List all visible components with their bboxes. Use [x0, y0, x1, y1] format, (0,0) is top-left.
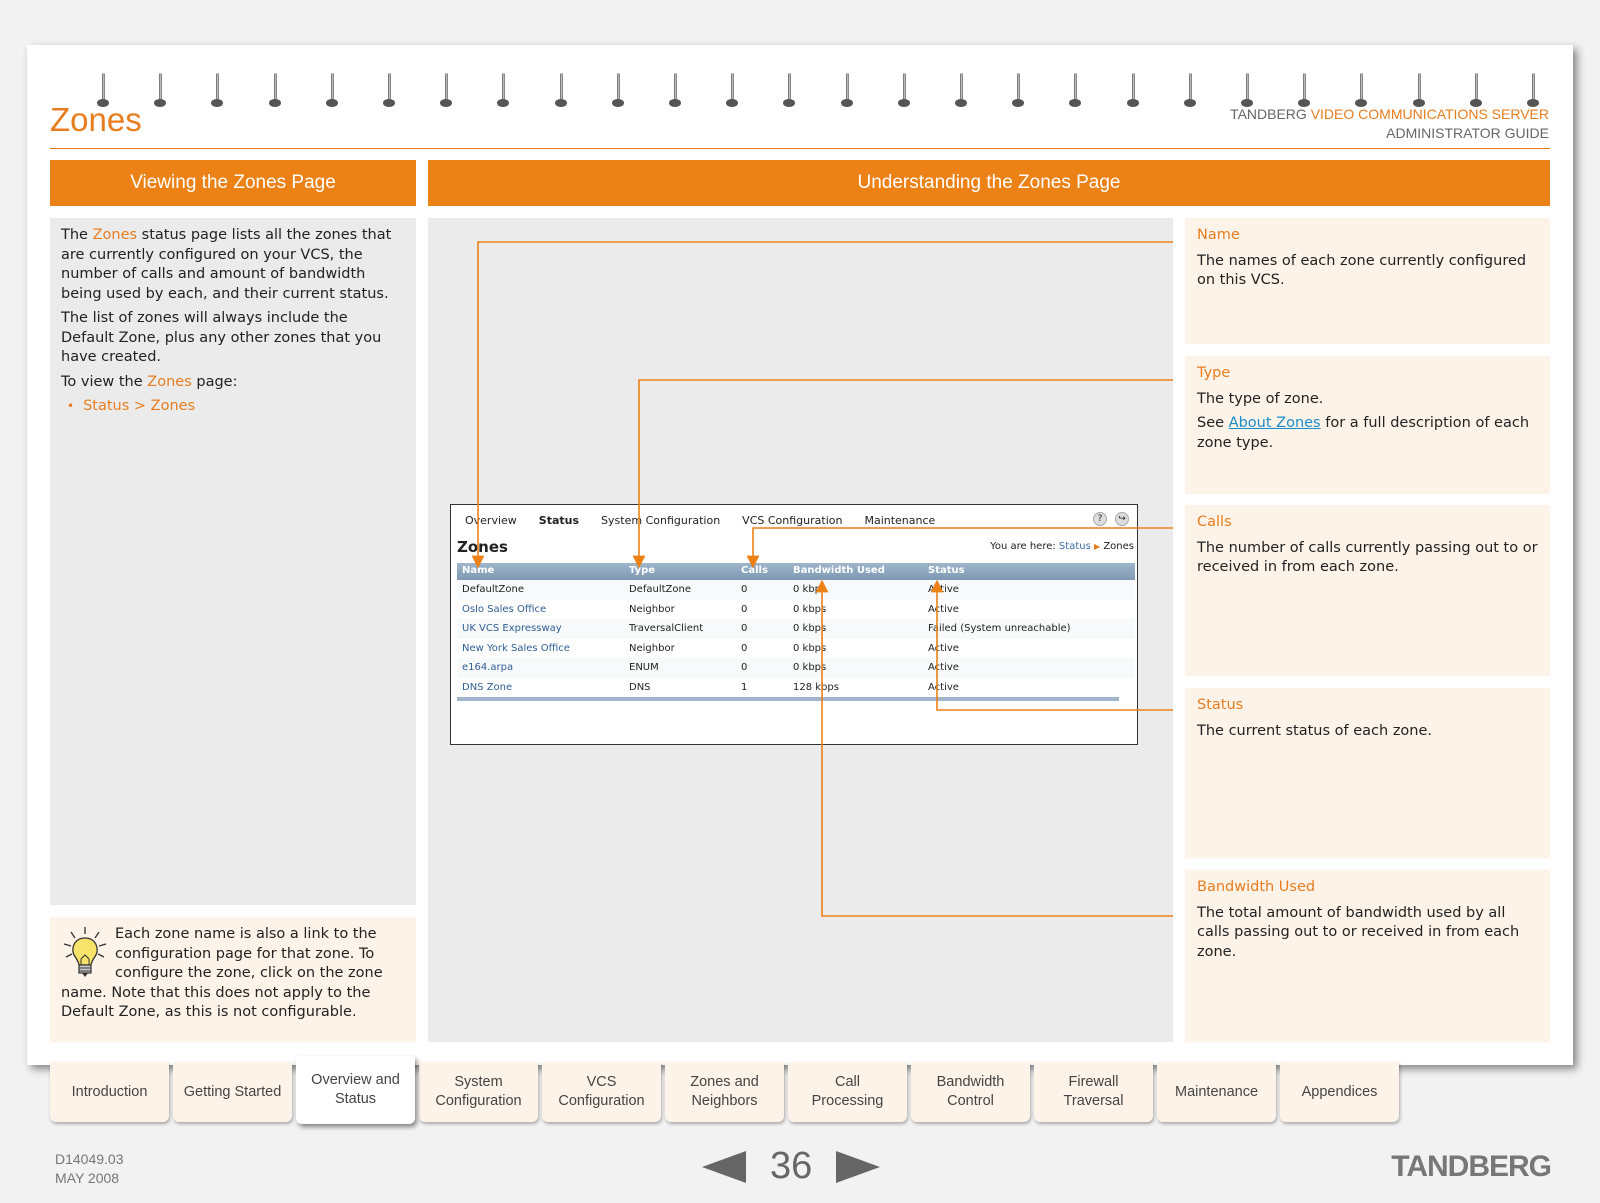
- screenshot-nav-item[interactable]: VCS Configuration: [742, 514, 843, 527]
- tab-vcs[interactable]: [542, 1062, 661, 1122]
- tab-label-line: Call: [835, 1074, 860, 1090]
- logout-icon[interactable]: ↪: [1115, 512, 1129, 526]
- tab-system[interactable]: [419, 1062, 538, 1122]
- screenshot-nav-item[interactable]: Overview: [465, 514, 517, 527]
- binder-ring: [726, 73, 740, 113]
- tab-label-line: Traversal: [1063, 1093, 1124, 1109]
- binder-ring: [1184, 73, 1198, 113]
- binder-ring: [612, 73, 626, 113]
- desc-status-heading: Status: [1197, 697, 1244, 713]
- tab-label-line: Firewall: [1068, 1074, 1119, 1090]
- table-cell: DefaultZone: [629, 584, 691, 595]
- tab-maintenance[interactable]: [1157, 1062, 1276, 1122]
- crumb-arrow-icon: ▶: [1093, 542, 1101, 551]
- tab-label: [435, 1073, 521, 1111]
- intro-paragraph: The Zones status page lists all the zones that are currently configured on your VCS, the number of calls and amount of bandwidth being used by each, and their current status.: [61, 227, 392, 302]
- tab-label-line: Bandwidth: [936, 1074, 1005, 1090]
- table-cell: 0 kbps: [793, 662, 827, 673]
- tab-label: [558, 1073, 644, 1111]
- tab-label: [311, 1071, 400, 1109]
- binder-ring: [269, 73, 283, 113]
- crumb-status[interactable]: Status: [1058, 541, 1091, 552]
- table-row: [457, 658, 1135, 678]
- zones-link[interactable]: Zones: [92, 227, 138, 243]
- previous-page-arrow-icon[interactable]: [702, 1151, 746, 1183]
- next-page-arrow-icon[interactable]: [836, 1151, 880, 1183]
- lightbulb-icon: [61, 925, 109, 981]
- zone-name-cell: DefaultZone: [462, 584, 524, 595]
- tab-label: [184, 1083, 282, 1102]
- tab-label-line: Overview and: [311, 1072, 400, 1088]
- desc-status-text: The current status of each zone.: [1197, 722, 1433, 739]
- desc-name-text: The names of each zone currently configured on this VCS.: [1197, 252, 1527, 288]
- tab-label: [1302, 1083, 1378, 1102]
- screenshot-nav-item[interactable]: System Configuration: [601, 514, 721, 527]
- binder-ring: [326, 73, 340, 113]
- table-cell: 0: [741, 642, 748, 654]
- zone-name-cell[interactable]: e164.arpa: [462, 662, 514, 673]
- document-id: D14049.03 MAY 2008: [55, 1151, 124, 1186]
- table-cell: Active: [928, 603, 959, 615]
- view-instruction: To view the Zones page:: [61, 373, 238, 390]
- left-panel: [50, 218, 416, 905]
- table-cell: Active: [928, 681, 959, 693]
- about-zones-link[interactable]: About Zones: [1228, 415, 1321, 431]
- tab-label: [937, 1073, 1005, 1111]
- table-cell: 0 kbps: [793, 642, 827, 654]
- desc-bandwidth-text: The total amount of bandwidth used by all calls passing out to or received in from each zone.: [1197, 904, 1520, 960]
- binder-ring: [1012, 73, 1026, 113]
- table-row: [457, 639, 1135, 659]
- binder-ring: [555, 73, 569, 113]
- tab-label-line: Configuration: [558, 1093, 645, 1109]
- desc-status: [1185, 688, 1550, 858]
- brand-highlight: VIDEO COMMUNICATIONS SERVER: [1310, 106, 1549, 122]
- binder-ring: [669, 73, 683, 113]
- table-footer-rule: [457, 697, 1119, 701]
- table-cell: Failed (System unreachable): [928, 623, 1071, 634]
- table-cell: 0 kbps: [793, 623, 827, 634]
- tab-label-line: System: [454, 1074, 503, 1090]
- section-bar-understanding: Understanding the Zones Page: [428, 160, 1550, 206]
- tandberg-logo: TANDBERG: [1391, 1150, 1551, 1183]
- table-row: [457, 580, 1135, 600]
- screenshot-breadcrumb: You are here: Status ▶ Zones: [990, 541, 1134, 552]
- screenshot-nav-item[interactable]: Maintenance: [864, 514, 936, 527]
- tab-label: [72, 1083, 148, 1102]
- tab-label-line: Neighbors: [691, 1093, 758, 1109]
- tip-text: Each zone name is also a link to the configuration page for that zone. To configure the zone, click on the zone name. Note that this does not apply to the Default Zone, as this is not configurable.: [61, 926, 383, 1020]
- table-cell: Active: [928, 584, 959, 595]
- desc-calls-heading: Calls: [1197, 514, 1232, 530]
- table-cell: Neighbor: [629, 642, 675, 654]
- pager: [702, 1145, 880, 1188]
- tab-label-line: Processing: [811, 1093, 884, 1109]
- desc-name-heading: Name: [1197, 227, 1240, 243]
- zones-table-header: [457, 563, 1135, 580]
- table-cell: 0: [741, 584, 748, 595]
- binder-ring: [154, 73, 168, 113]
- tab-getting-started[interactable]: [173, 1062, 292, 1122]
- tab-label: [1064, 1073, 1124, 1111]
- binder-ring: [211, 73, 225, 113]
- screenshot-icons: [1093, 512, 1129, 526]
- table-row: [457, 619, 1135, 639]
- table-cell: Neighbor: [629, 603, 675, 615]
- zones-table: [457, 563, 1135, 701]
- table-cell: 0 kbps: [793, 584, 827, 595]
- tab-zones-and[interactable]: [665, 1062, 784, 1122]
- tab-label-line: Configuration: [435, 1093, 522, 1109]
- tab-label-line: Control: [947, 1093, 994, 1109]
- table-row: [457, 600, 1135, 620]
- status-zones-path[interactable]: • Status > Zones: [61, 397, 405, 417]
- table-cell: 0: [741, 603, 748, 615]
- brand-prefix: TANDBERG: [1230, 106, 1311, 122]
- brand-header: [1230, 105, 1549, 143]
- crumb-current: Zones: [1103, 541, 1134, 552]
- tab-label: [1175, 1083, 1258, 1102]
- binder-ring: [841, 73, 855, 113]
- tab-label-line: VCS: [586, 1074, 617, 1090]
- table-cell: Active: [928, 642, 959, 654]
- table-cell: ENUM: [629, 662, 659, 673]
- tab-call[interactable]: [788, 1062, 907, 1122]
- desc-type-heading: Type: [1197, 365, 1231, 381]
- brand-sub: ADMINISTRATOR GUIDE: [1386, 125, 1549, 141]
- column-header[interactable]: Calls: [741, 565, 768, 576]
- tab-label: [812, 1073, 884, 1111]
- table-cell: 0: [741, 623, 748, 634]
- table-cell: 0 kbps: [793, 603, 827, 615]
- binder-ring: [955, 73, 969, 113]
- desc-type-see: See About Zones for a full description of each zone type.: [1197, 415, 1530, 451]
- tab-label: [690, 1073, 759, 1111]
- binder-ring: [497, 73, 511, 113]
- tip-box: [50, 917, 416, 1042]
- screenshot-nav-item[interactable]: Status: [538, 514, 580, 527]
- desc-type-text: The type of zone.: [1197, 390, 1324, 407]
- desc-bandwidth: [1185, 870, 1550, 1042]
- default-zone-paragraph: The list of zones will always include the Default Zone, plus any other zones that you have created.: [61, 310, 382, 365]
- binder-ring: [783, 73, 797, 113]
- tab-firewall[interactable]: [1034, 1062, 1153, 1122]
- table-cell: 128 kbps: [793, 681, 839, 693]
- tab-overview-and[interactable]: [296, 1056, 415, 1124]
- zones-page-link[interactable]: Zones: [147, 373, 192, 390]
- table-cell: 0: [741, 662, 748, 673]
- desc-calls-text: The number of calls currently passing out to or received in from each zone.: [1197, 539, 1538, 575]
- page-title: Zones: [50, 101, 142, 138]
- desc-bandwidth-heading: Bandwidth Used: [1197, 879, 1316, 895]
- tab-bandwidth[interactable]: [911, 1062, 1030, 1122]
- title-rule: [50, 148, 1550, 149]
- table-cell: 1: [741, 681, 748, 693]
- binder-ring: [1127, 73, 1141, 113]
- binder-ring: [383, 73, 397, 113]
- column-header[interactable]: Status: [928, 565, 965, 576]
- column-header[interactable]: Bandwidth Used: [793, 565, 885, 576]
- binder-ring: [898, 73, 912, 113]
- zone-name-cell[interactable]: DNS Zone: [462, 681, 513, 693]
- column-header[interactable]: Type: [629, 565, 656, 576]
- zones-screenshot: [450, 504, 1138, 745]
- table-cell: TraversalClient: [629, 623, 704, 634]
- tab-label-line: Status: [334, 1091, 377, 1107]
- help-icon[interactable]: ?: [1093, 512, 1107, 526]
- tab-label-line: Appendices: [1301, 1083, 1378, 1100]
- screenshot-nav: [465, 514, 935, 527]
- tab-label-line: Introduction: [71, 1083, 148, 1100]
- binder-ring: [440, 73, 454, 113]
- section-bar-viewing: Viewing the Zones Page: [50, 160, 416, 206]
- zone-name-cell[interactable]: Oslo Sales Office: [462, 603, 547, 615]
- zone-name-cell[interactable]: UK VCS Expressway: [462, 623, 562, 634]
- tab-appendices[interactable]: [1280, 1062, 1399, 1122]
- table-cell: Active: [928, 662, 959, 673]
- binder-ring: [1069, 73, 1083, 113]
- column-header[interactable]: Name: [462, 565, 495, 576]
- desc-type: [1185, 356, 1550, 494]
- desc-name: [1185, 218, 1550, 344]
- tab-label-line: Getting Started: [183, 1083, 282, 1100]
- tab-introduction[interactable]: [50, 1062, 169, 1122]
- page-number: 36: [770, 1145, 813, 1187]
- table-row: [457, 678, 1135, 698]
- tab-label-line: Zones and: [690, 1074, 759, 1090]
- desc-calls: [1185, 505, 1550, 676]
- zone-name-cell[interactable]: New York Sales Office: [462, 642, 570, 654]
- screenshot-title: Zones: [457, 538, 508, 556]
- tab-label-line: Maintenance: [1174, 1083, 1259, 1100]
- table-cell: DNS: [629, 681, 651, 693]
